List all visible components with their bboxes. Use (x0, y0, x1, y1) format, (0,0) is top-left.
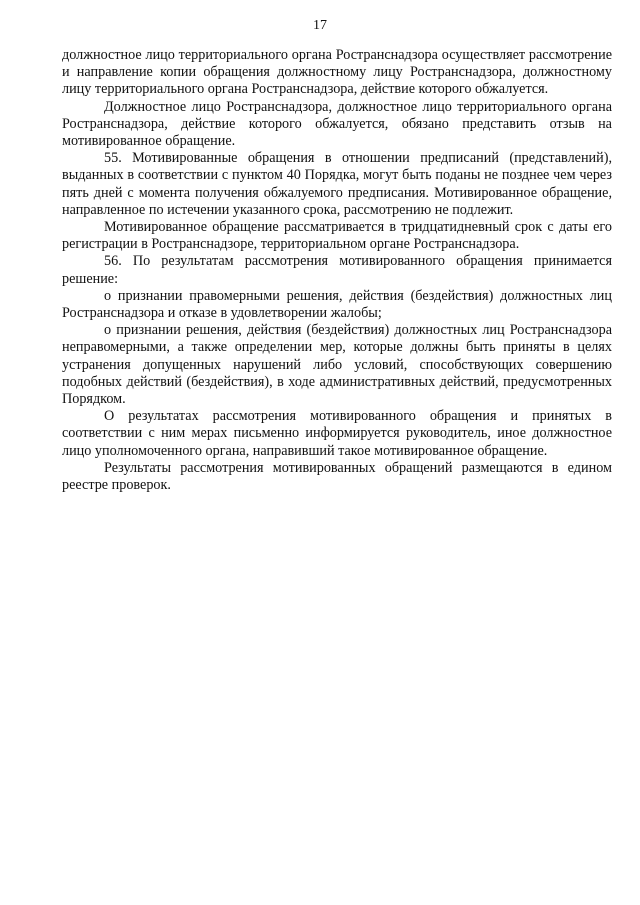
paragraph-review-period: Мотивированное обращение рассматривается в тридцатидневный срок с даты его регистрации в Ространснадзоре, территориальном органе Ространснадзора. (62, 219, 612, 253)
paragraph-item-55: 55. Мотивированные обращения в отношении предписаний (представлений), выданных в соответствии с пунктом 40 Порядка, могут быть поданы не позднее чем через пять дней с момента получения обжалуемого предписания. Мотивированное обращение, направленное по истечении указанного срока, рассмотрению не подлежит. (62, 150, 612, 218)
paragraph-decision-lawful: о признании правомерными решения, действия (бездействия) должностных лиц Ространснадзора и отказе в удовлетворении жалобы; (62, 287, 612, 322)
paragraph-registry: Результаты рассмотрения мотивированных обращений размещаются в едином реестре проверок. (62, 459, 612, 494)
document-body (62, 47, 612, 494)
paragraph-response-obligation: Должностное лицо Ространснадзора, должностное лицо территориального органа Ространснадзора, действие которого обжалуется, обязано представить отзыв на мотивированное обращение. (62, 98, 612, 150)
page-number: 17 (313, 18, 327, 33)
paragraph-decision-unlawful: о признании решения, действия (бездействия) должностных лиц Ространснадзора неправомерными, а также определении мер, которые должны быть приняты в целях устранения допущенных нарушений либо условий, способствующих совершению подобных действий (бездействия), в ходе административных действий, предусмотренных Порядком. (62, 322, 612, 408)
paragraph-item-56: 56. По результатам рассмотрения мотивированного обращения принимается решение: (62, 253, 612, 287)
paragraph-continuation: должностное лицо территориального органа Ространснадзора осуществляет рассмотрение и направление копии обращения должностному лицу Ространснадзора, должностному лицу территориального органа Ространснадзора, действие которого обжалуется. (62, 47, 612, 98)
paragraph-notification: О результатах рассмотрения мотивированного обращения и принятых в соответствии с ним мерах письменно информируется руководитель, иное должностное лицо уполномоченного органа, направивший такое мотивированное обращение. (62, 408, 612, 459)
